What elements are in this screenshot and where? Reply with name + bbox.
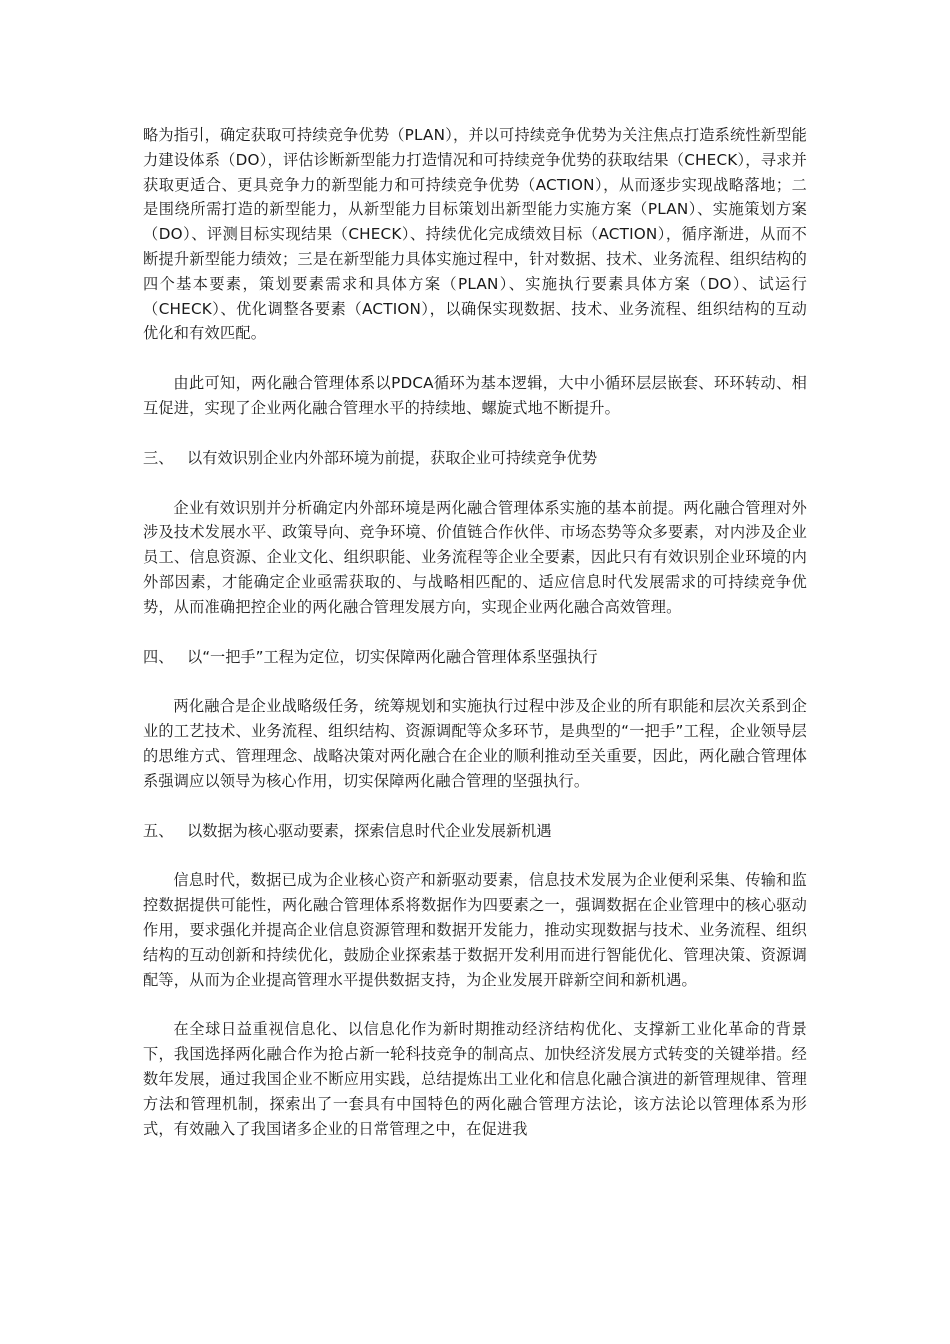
- section-number: 五、: [143, 821, 174, 840]
- paragraph-environment: 企业有效识别并分析确定内外部环境是两化融合管理体系实施的基本前提。两化融合管理对外涉及技术发展水平、政策导向、竞争环境、价值链合作伙伴、市场态势等众多要素，对内涉及企业员工、信息资源、企业文化、组织职能、业务流程等企业全要素，因此只有有效识别企业环境的内外部因素，才能确定企业亟需获取的、与战略相匹配的、适应信息时代发展需求的可持续竞争优势，从而准确把控企业的两化融合管理发展方向，实现企业两化融合高效管理。: [143, 498, 807, 616]
- paragraph-leadership: 两化融合是企业战略级任务，统筹规划和实施执行过程中涉及企业的所有职能和层次关系到企业的工艺技术、业务流程、组织结构、资源调配等众多环节，是典型的“一把手”工程，企业领导层的思维方式、管理理念、战略决策对两化融合在企业的顺利推动至关重要，因此，两化融合管理体系强调应以领导为核心作用，切实保障两化融合管理的坚强执行。: [143, 697, 807, 790]
- section-number: 三、: [143, 448, 174, 467]
- section-title: 以有效识别企业内外部环境为前提，获取企业可持续竞争优势: [187, 448, 598, 467]
- paragraph-pdca-continuation: 略为指引，确定获取可持续竞争优势（PLAN），并以可持续竞争优势为关注焦点打造系统性新型能力建设体系（DO），评估诊断新型能力打造情况和可持续竞争优势的获取结果（CHECK），寻求并获取更适合、更具竞争力的新型能力和可持续竞争优势（ACTION），从而逐步实现战略落地；二是围绕所需打造的新型能力，从新型能力目标策划出新型能力实施方案（PLAN）、实施策划方案（DO）、评测目标实现结果（CHECK）、持续优化完成绩效目标（ACTION），循序渐进，从而不断提升新型能力绩效；三是在新型能力具体实施过程中，针对数据、技术、业务流程、组织结构的四个基本要素，策划要素需求和具体方案（PLAN）、实施执行要素具体方案（DO）、试运行（CHECK）、优化调整各要素（ACTION），以确保实现数据、技术、业务流程、组织结构的互动优化和有效匹配。: [143, 126, 807, 343]
- section-heading-4: [143, 645, 807, 670]
- paragraph-data-driven: 信息时代，数据已成为企业核心资产和新驱动要素，信息技术发展为企业便利采集、传输和监控数据提供可能性，两化融合管理体系将数据作为四要素之一，强调数据在企业管理中的核心驱动作用，要求强化并提高企业信息资源管理和数据开发能力，推动实现数据与技术、业务流程、组织结构的互动创新和持续优化，鼓励企业探索基于数据开发利用而进行智能优化、管理决策、资源调配等，从而为企业提高管理水平提供数据支持，为企业发展开辟新空间和新机遇。: [143, 871, 807, 989]
- paragraph-conclusion: 在全球日益重视信息化、以信息化作为新时期推动经济结构优化、支撑新工业化革命的背景下，我国选择两化融合作为抢占新一轮科技竞争的制高点、加快经济发展方式转变的关键举措。经数年发展，通过我国企业不断应用实践，总结提炼出工业化和信息化融合演进的新管理规律、管理方法和管理机制，探索出了一套具有中国特色的两化融合管理方法论，该方法论以管理体系为形式，有效融入了我国诸多企业的日常管理之中，在促进我: [143, 1020, 807, 1138]
- paragraph-pdca-summary: 由此可知，两化融合管理体系以PDCA循环为基本逻辑，大中小循环层层嵌套、环环转动、相互促进，实现了企业两化融合管理水平的持续地、螺旋式地不断提升。: [143, 374, 807, 417]
- document-body: [143, 123, 807, 1141]
- section-title: 以“一把手”工程为定位，切实保障两化融合管理体系坚强执行: [187, 647, 598, 666]
- section-heading-3: [143, 446, 807, 471]
- section-number: 四、: [143, 647, 174, 666]
- section-heading-5: [143, 819, 807, 844]
- section-title: 以数据为核心驱动要素，探索信息时代企业发展新机遇: [187, 821, 552, 840]
